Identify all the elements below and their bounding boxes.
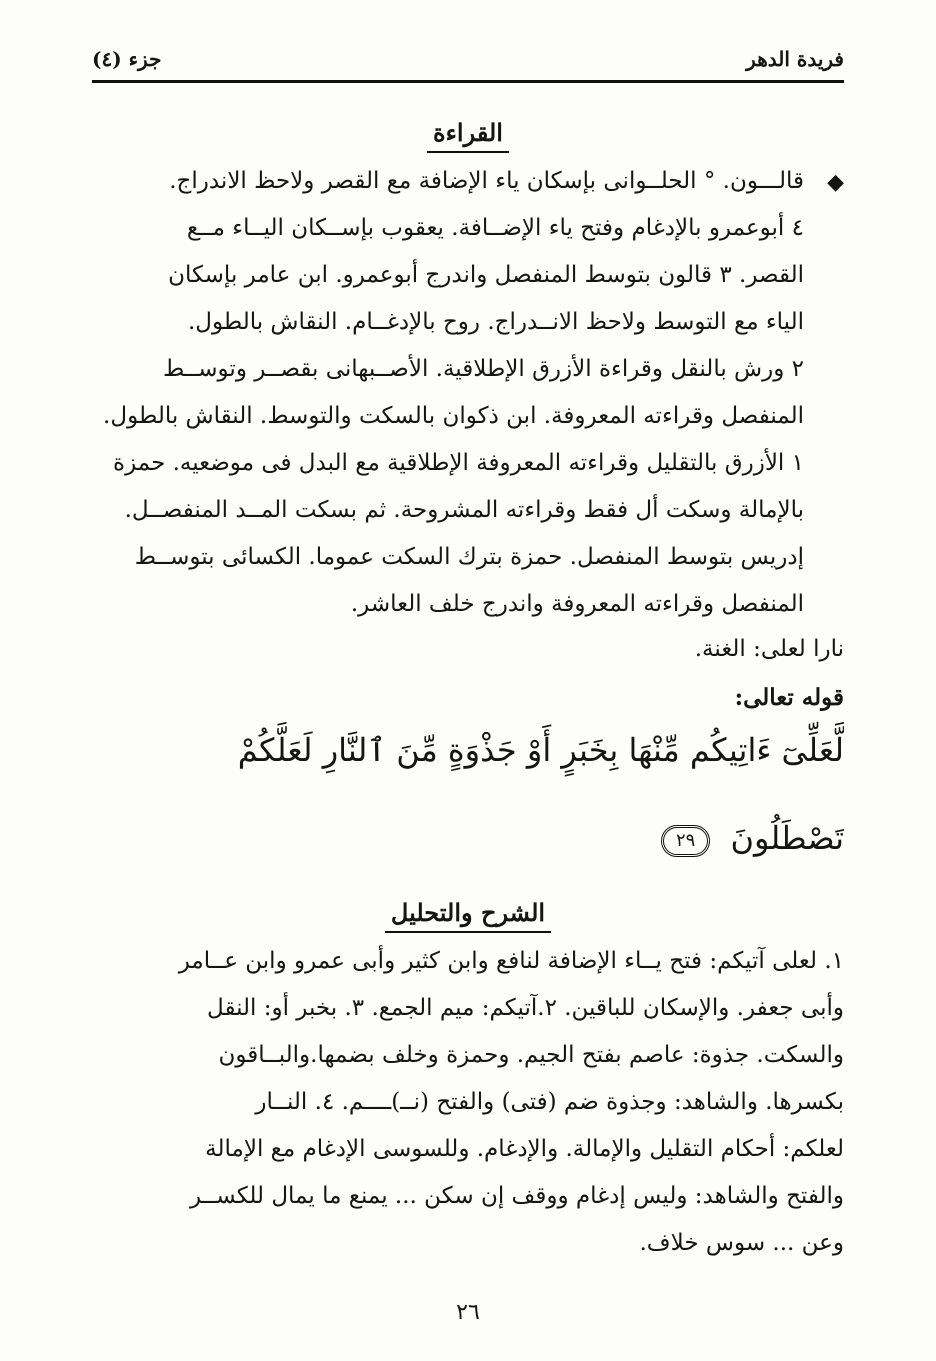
qiraa-line: المنفصل وقراءته المعروفة واندرج خلف العاشر. bbox=[350, 591, 804, 617]
diamond-bullet-icon: ◆ bbox=[827, 170, 844, 195]
sharh-line: وأبى جعفر. والإسكان للباقين. ٢.آتيكم: ميم الجمع. ٣. بخبر أو: النقل bbox=[207, 995, 844, 1021]
sharh-line: لعلكم: أحكام التقليل والإمالة. والإدغام. وللسوسى الإدغام مع الإمالة bbox=[205, 1136, 844, 1162]
sharh-line: ١. لعلى آتيكم: فتح يــاء الإضافة لنافع وابن كثير وأبى عمرو وابن عــامر bbox=[178, 948, 844, 974]
page-header bbox=[92, 44, 844, 74]
header-rule bbox=[92, 80, 844, 83]
qiraa-line: قالـــون. ° الحلــوانى بإسكان ياء الإضافة مع القصر ولاحظ الاندراج. bbox=[169, 168, 804, 194]
sharh-line: بكسرها. والشاهد: وجذوة ضم (فتى) والفتح (نــ)ــــم. ٤. النــار bbox=[255, 1089, 844, 1115]
qiraa-line: القصر. ٣ قالون بتوسط المنفصل واندرج أبوعمرو. ابن عامر بإسكان bbox=[168, 262, 804, 288]
qiraa-paragraph bbox=[92, 158, 804, 628]
sharh-heading: الشرح والتحليل bbox=[0, 898, 936, 933]
page-number: ٢٦ bbox=[456, 1300, 480, 1325]
sharh-paragraph bbox=[92, 938, 844, 1267]
qiraa-line: ١ الأزرق بالتقليل وقراءته المعروفة الإطلاقية مع البدل فى موضعيه. حمزة bbox=[113, 450, 804, 476]
qiraa-heading: القراءة bbox=[0, 118, 936, 153]
sharh-line: وعن ... سوس خلاف. bbox=[639, 1230, 844, 1256]
quran-line: لَّعَلِّىٓ ءَاتِيكُم مِّنْهَا بِخَبَرٍ أَوْ جَذْوَةٍ مِّنَ ٱلنَّارِ لَعَلَّكُمْ bbox=[237, 731, 844, 769]
ayah-number-mark: ٢٩ bbox=[661, 825, 710, 857]
qiraa-line: ٢ ورش بالنقل وقراءة الأزرق الإطلاقية. الأصــبهانى بقصــر وتوســط bbox=[162, 356, 804, 382]
qiraa-line: المنفصل وقراءته المعروفة. ابن ذكوان بالسكت والتوسط. النقاش بالطول. bbox=[103, 403, 804, 429]
nara-note: نارا لعلى: الغنة. bbox=[694, 636, 844, 662]
qiraa-line: ٤ أبوعمرو بالإدغام وفتح ياء الإضــافة. يعقوب بإســكان اليــاء مــع bbox=[186, 215, 804, 241]
quran-verse bbox=[92, 706, 844, 882]
qiraa-line: الياء مع التوسط ولاحظ الانــدراج. روح بالإدغــام. النقاش بالطول. bbox=[187, 309, 804, 335]
quran-line: تَصْطَلُونَ ٢٩ bbox=[92, 794, 844, 882]
sharh-line: والفتح والشاهد: وليس إدغام ووقف إن سكن ... يمنع ما يمال للكســر bbox=[190, 1183, 844, 1209]
book-title: فريدة الدهر bbox=[746, 47, 844, 71]
qawluhu-intro: قوله تعالى: bbox=[734, 684, 844, 711]
qiraa-line: إدريس بتوسط المنفصل. حمزة بترك السكت عموما. الكسائى بتوســط bbox=[134, 544, 804, 570]
sharh-line: والسكت. جذوة: عاصم بفتح الجيم. وحمزة وخلف بضمها.والبــاقون bbox=[218, 1042, 844, 1068]
qiraa-line: بالإمالة وسكت أل فقط وقراءته المشروحة. ثم بسكت المــد المنفصــل. bbox=[124, 497, 804, 523]
part-number: جزء (٤) bbox=[92, 47, 162, 71]
